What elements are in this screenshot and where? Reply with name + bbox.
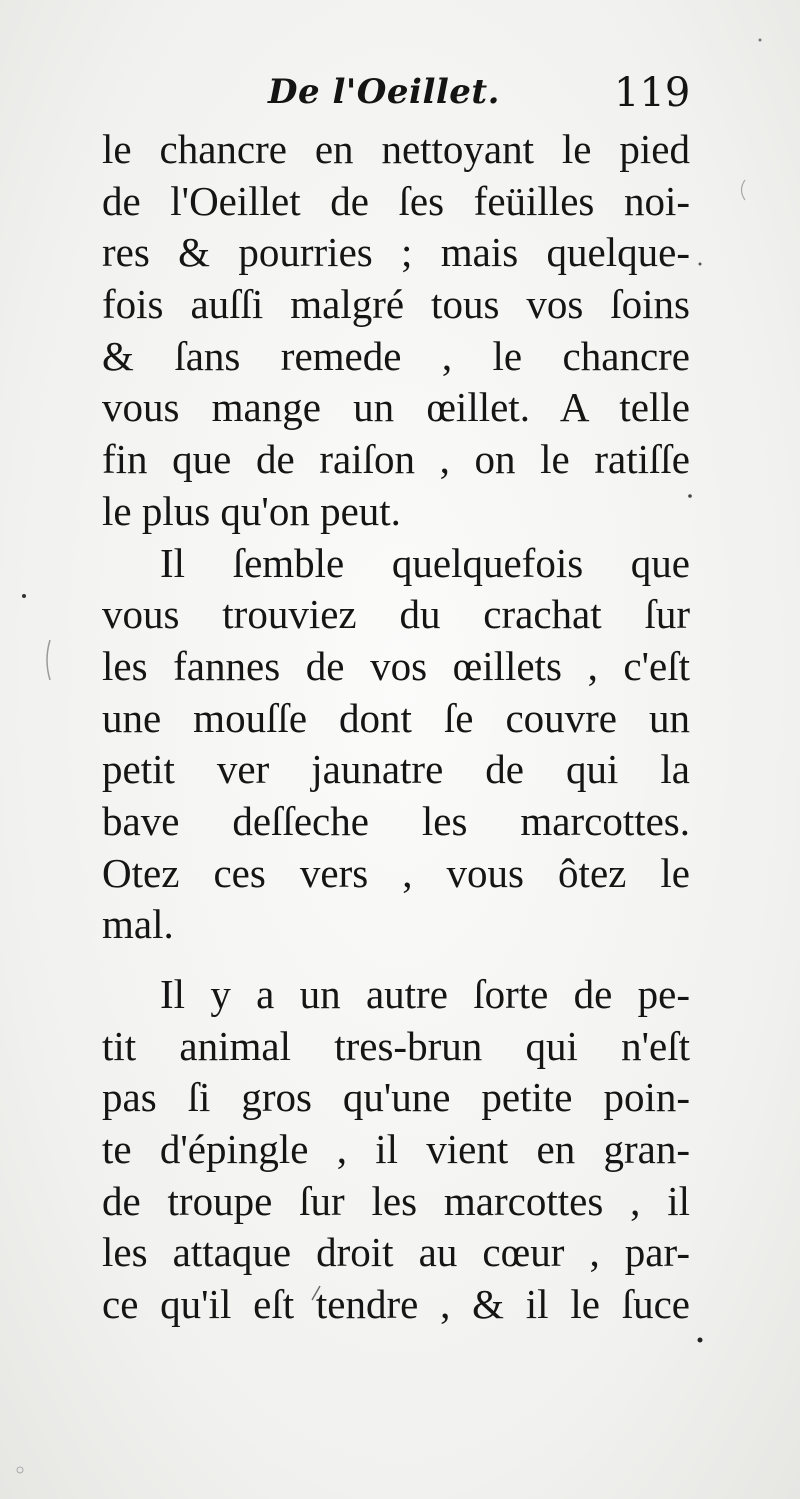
text-line: bave deſſeche les marcottes.	[102, 797, 690, 844]
text-line: fois auſſi malgré tous vos ſoins	[102, 281, 690, 328]
paragraph	[102, 969, 690, 1331]
text-line: vous trouviez du crachat ſur	[102, 591, 690, 638]
text-line: les attaque droit au cœur , par-	[102, 1229, 690, 1276]
text-line: mal.	[102, 901, 174, 948]
text-line: une mouſſe dont ſe couvre un	[102, 694, 690, 741]
text-line: fin que de raiſon , on le ratiſſe	[102, 436, 690, 483]
text-line: ce qu'il eſt tendre , & il le ſuce	[102, 1281, 690, 1328]
paragraph	[102, 538, 690, 952]
text-line: tit animal tres-brun qui n'eſt	[102, 1022, 690, 1069]
text-line: Il ſemble quelquefois que	[160, 539, 690, 586]
text-line: & ſans remede , le chancre	[102, 332, 690, 379]
text-line: le chancre en nettoyant le pied	[102, 126, 690, 172]
text-line: petit ver jaunatre de qui la	[102, 746, 690, 793]
text-line: te d'épingle , il vient en gran-	[102, 1126, 690, 1173]
running-title: De l'Oeillet.	[268, 72, 500, 112]
text-line: Il y a un autre ſorte de pe-	[160, 971, 690, 1017]
text-line: de troupe ſur les marcottes , il	[102, 1177, 690, 1224]
text-line: vous mange un œillet. A telle	[102, 384, 690, 431]
text-line: res & pourries ; mais quelque-	[102, 229, 690, 276]
page-number: 119	[614, 70, 691, 116]
page-header	[0, 72, 800, 132]
text-line: le plus qu'on peut.	[102, 487, 401, 534]
text-line: pas ſi gros qu'une petite poin-	[102, 1074, 690, 1121]
text-line: les fannes de vos œillets , c'eſt	[102, 642, 690, 689]
text-line: Otez ces vers , vous ôtez le	[102, 849, 690, 896]
paragraph	[102, 124, 690, 538]
body-text	[102, 124, 690, 1331]
paragraph-gap	[102, 951, 690, 969]
text-line: de l'Oeillet de ſes feüilles noi-	[102, 177, 690, 224]
